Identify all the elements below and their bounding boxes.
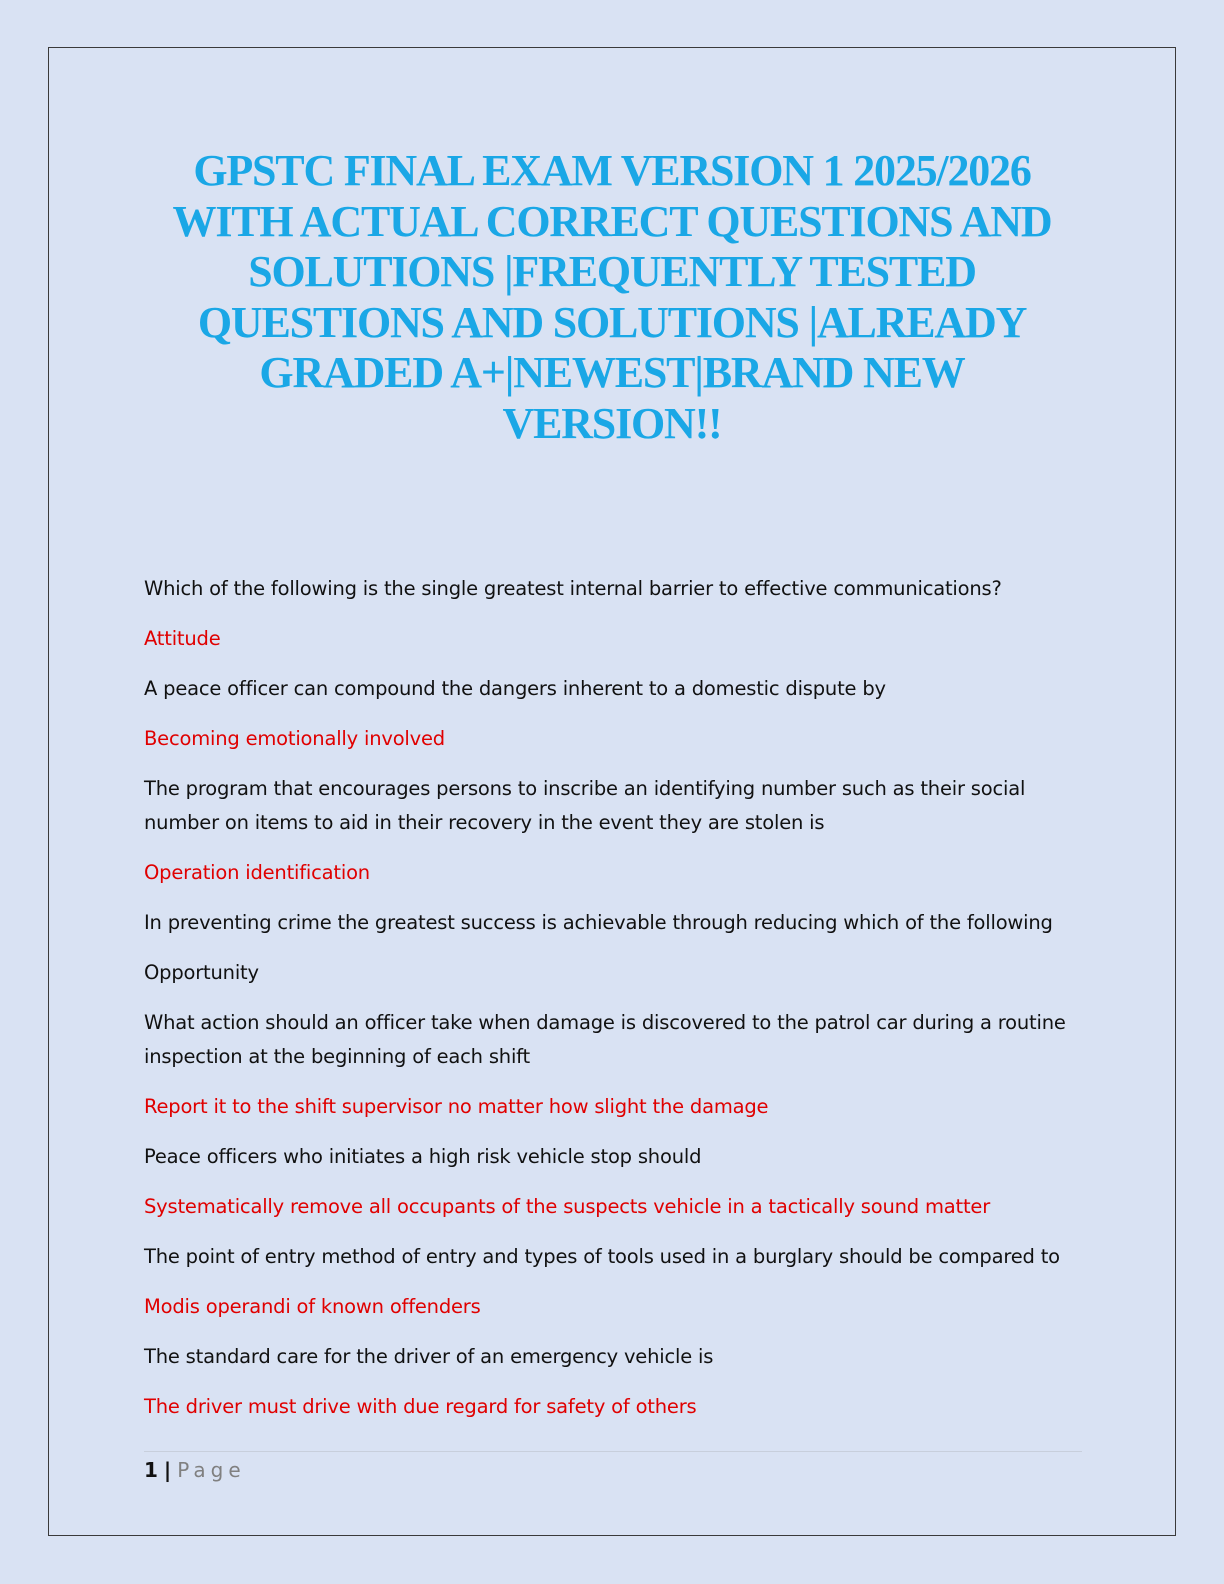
answer-8: The driver must drive with due regard for safety of others <box>144 1395 697 1418</box>
question-6: Peace officers who initiates a high risk vehicle stop should <box>144 1145 702 1168</box>
question-1: Which of the following is the single greatest internal barrier to effective communications? <box>144 577 1002 600</box>
page-number: 1 <box>144 1458 158 1482</box>
answer-5: Report it to the shift supervisor no matter how slight the damage <box>144 1095 769 1118</box>
question-3: The program that encourages persons to inscribe an identifying number such as their social number on items to aid in their recovery in the event they are stolen is <box>144 777 1026 834</box>
question-5: What action should an officer take when damage is discovered to the patrol car during a routine inspection at the beginning of each shift <box>144 1011 1066 1068</box>
answer-3: Operation identification <box>144 861 370 884</box>
answer-1: Attitude <box>144 627 221 650</box>
document-title: GPSTC FINAL EXAM VERSION 1 2025/2026 WITH ACTUAL CORRECT QUESTIONS AND SOLUTIONS |FREQUENTLY TESTED QUESTIONS AND SOLUTIONS |ALREADY GRADED A+|NEWEST|BRAND NEW VERSION!! <box>172 146 1052 448</box>
question-4: In preventing crime the greatest success is achievable through reducing which of the following <box>144 911 1053 934</box>
page-footer <box>144 1456 246 1484</box>
answer-4: Opportunity <box>144 961 259 984</box>
page-label: Page <box>177 1458 246 1482</box>
question-8: The standard care for the driver of an emergency vehicle is <box>144 1345 714 1368</box>
answer-2: Becoming emotionally involved <box>144 727 445 750</box>
footer-divider <box>144 1451 1082 1452</box>
question-answer-list <box>144 572 1084 1440</box>
question-2: A peace officer can compound the dangers inherent to a domestic dispute by <box>144 677 886 700</box>
footer-separator: | <box>163 1458 172 1482</box>
answer-6: Systematically remove all occupants of the suspects vehicle in a tactically sound matter <box>144 1195 991 1218</box>
question-7: The point of entry method of entry and types of tools used in a burglary should be compared to <box>144 1245 1060 1268</box>
answer-7: Modis operandi of known offenders <box>144 1295 481 1318</box>
